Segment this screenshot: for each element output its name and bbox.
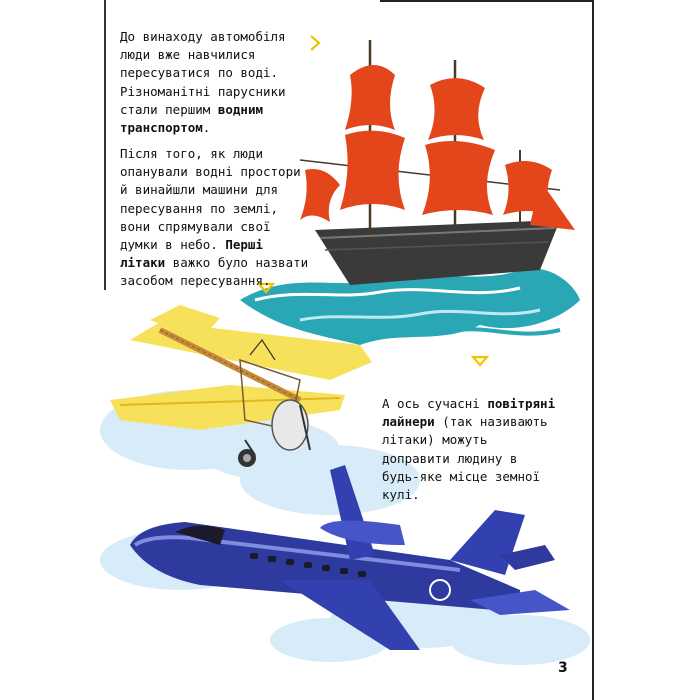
paragraph-text: До винаходу автомобіля люди вже навчилися пересуватися по воді. Різноманітні парусники стали першим	[120, 29, 286, 117]
sailing-ship	[300, 40, 575, 285]
page-number: 3	[558, 660, 568, 676]
paragraph-water-transport	[120, 28, 310, 137]
paragraph-text-end: .	[202, 120, 211, 136]
bold-term: повітряні лайнери	[382, 396, 556, 430]
bold-term: водним транспортом	[120, 101, 263, 136]
paragraph-text: А ось сучасні	[382, 396, 488, 411]
triangle-marker-icon	[309, 34, 321, 52]
paragraph-airliners	[382, 395, 562, 504]
paragraph-text-end: важко було назвати засобом пересування.	[120, 255, 309, 289]
triangle-marker-icon	[471, 355, 489, 367]
bold-term: Перші літаки	[120, 237, 263, 271]
paragraph-text-end: (так називають літаки) можуть доправити людину в будь-яке місце земної кулі.	[382, 414, 548, 503]
paragraph-first-planes	[120, 145, 310, 291]
paragraph-text: Після того, як люди опанували водні простори й винайшли машини для пересування по землі, вони спрямували свої думки в небо.	[120, 146, 301, 253]
